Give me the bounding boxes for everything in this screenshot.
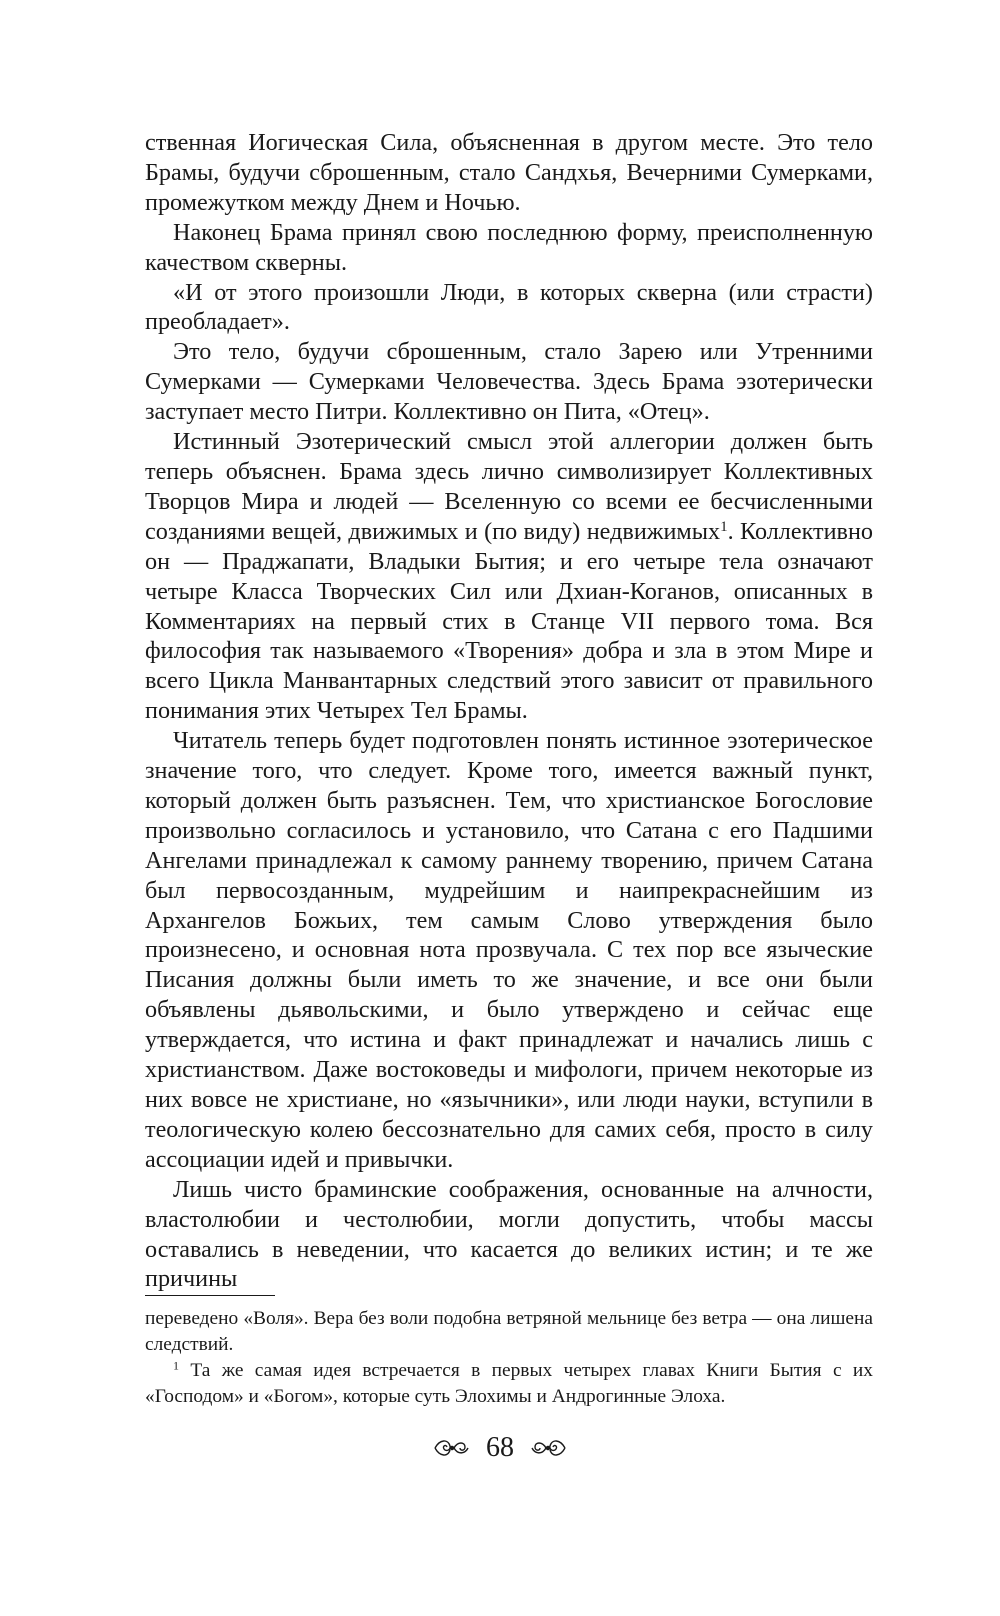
paragraph: Наконец Брама принял свою последнюю форму, преисполненную качеством скверны. [145,218,873,276]
right-ornament-icon [528,1435,568,1461]
paragraph [145,427,873,726]
footnote-text: Та же самая идея встречается в первых четырех главах Книги Бытия с их «Господом» и «Богом», которые суть Элохимы и Андрогинные Элоха. [145,1360,873,1407]
paragraph: Читатель теперь будет подготовлен понять истинное эзотерическое значение того, что следует. Кроме того, имеется важный пункт, который должен быть разъяснен. Тем, что христианское Богословие произвольно согласилось и установило, что Сатана с его Падшими Ангелами принадлежал к самому раннему творению, причем Сатана был первосозданным, мудрейшим и наипрекраснейшим из Архангелов Божьих, тем самым Слово утверждения было произнесено, и основная нота прозвучала. С тех пор все языческие Писания должны были иметь то же значение, и все они были объявлены дьявольскими, и было утверждено и сейчас еще утверждается, что истина и факт принадлежат и начались лишь с христианством. Даже востоковеды и мифологи, причем некоторые из них вовсе не христиане, но «язычники», или люди науки, вступили в теологическую колею бессознательно для самих себя, просто в силу ассоциации идей и привычки. [145,727,873,1173]
left-ornament-icon [432,1435,472,1461]
paragraph: «И от этого произошли Люди, в которых скверна (или страсти) преобладает». [145,278,873,336]
footnote-1 [145,1358,873,1410]
main-text [145,128,873,1294]
footnote-ref: 1 [720,518,728,535]
footnote-divider [145,1295,275,1296]
paragraph-text: . Коллективно он — Праджапати, Владыки Бытия; и его четыре тела означают четыре Класса Творческих Сил или Дхиан-Коганов, описанных в Комментариях на первый стих в Станце VII первого тома. Вся философия так называемого «Творения» добра и зла в этом Мире и всего Цикла Манвантарных следствий этого зависит от правильного понимания этих Четырех Тел Брамы. [145,517,874,725]
page-body [145,128,873,1294]
paragraph: Лишь чисто браминские соображения, основанные на алчности, властолюбии и честолюбии, могли допустить, чтобы массы оставались в неведении, что касается до великих истин; и те же причины [145,1175,873,1293]
page-number: 68 [486,1432,514,1463]
paragraph: Это тело, будучи сброшенным, стало Зарею или Утренними Сумерками — Сумерками Человечества. Здесь Брама эзотерически заступает место Питри. Коллективно он Пита, «Отец». [145,338,873,426]
paragraph-text: Истинный Эзотерический смысл этой аллегории должен быть теперь объяснен. Брама здесь лично символизирует Коллективных Творцов Мира и людей — Вселенную со всеми ее бесчисленными созданиями вещей, движимых и (по виду) недвижимых [145,428,873,545]
footnotes [145,1306,873,1410]
footnote-continuation: переведено «Воля». Вера без воли подобна ветряной мельнице без ветра — она лишена следствий. [145,1308,873,1355]
footnote-marker: 1 [173,1358,180,1373]
paragraph: ственная Иогическая Сила, объясненная в другом месте. Это тело Брамы, будучи сброшенным, стало Сандхья, Вечерними Сумерками, промежутком между Днем и Ночью. [145,129,873,216]
page-footer [0,1432,1000,1464]
